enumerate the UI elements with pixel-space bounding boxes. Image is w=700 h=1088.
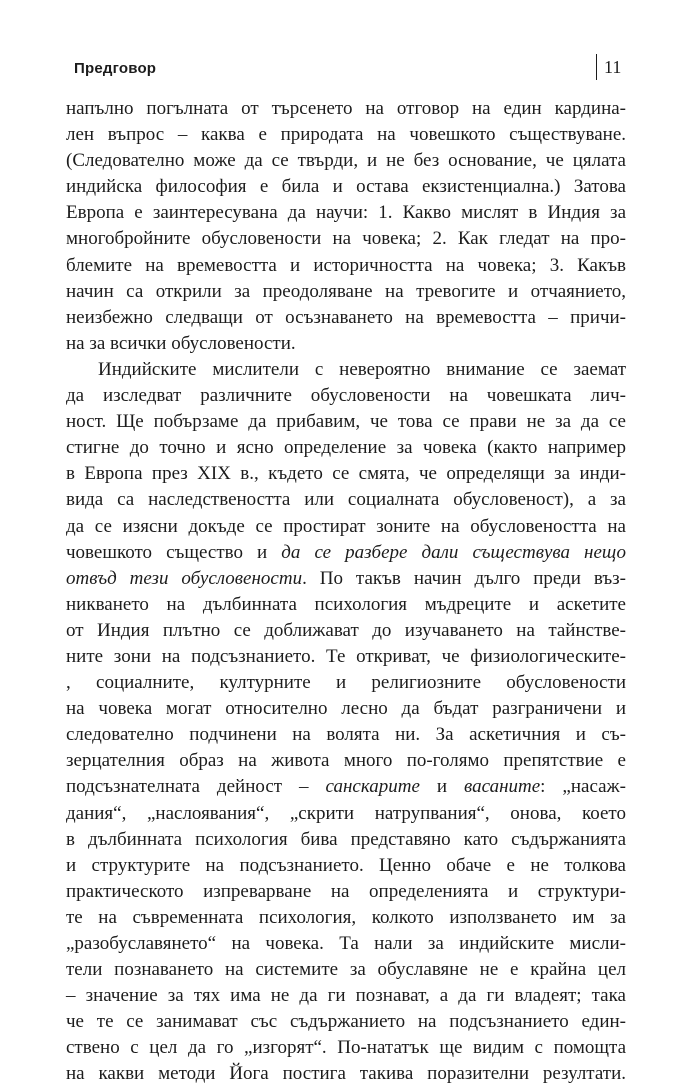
text-line: от Индия плътно се доближават до изучаването на тайнстве- [66,619,626,641]
text-line: – значение за тях има не да ги познават, а да ги владеят; така [66,985,626,1007]
text-line: те на съвременната психология, колкото използването им за [66,906,626,928]
text-line: стигне до точно и ясно определение за човека (както например [66,437,626,459]
header-divider [596,54,597,80]
running-header [74,57,626,86]
text-line [66,540,626,566]
paragraph-1 [66,96,626,357]
body-text [66,96,626,1088]
text-run: подсъзнателната дейност – [66,776,326,798]
text-line: ност. Ще побързаме да прибавим, че това се прави не за да се [66,411,626,433]
text-line: че те се занимават със съдържанието на подсъзнанието един- [66,1011,626,1033]
text-line: на за всички обусловености. [66,332,296,354]
italic-phrase: отвъд тези обусловености [66,567,303,589]
text-line: лен въпрос – каква е природата на човешкото съществуване. [66,124,626,146]
italic-phrase: да се разбере дали съществува нещо [281,541,626,563]
text-run: . По такъв начин дълго преди въз- [302,567,626,589]
text-line: в дълбинната психология бива представяно като съдържанията [66,828,626,850]
text-line: многобройните обусловености на човека; 2. Как гледат на про- [66,228,626,250]
text-line: следователно подчинени на волята ни. За аскетичния и съ- [66,724,626,746]
text-run: и [419,776,465,798]
paragraph-2 [66,357,626,1088]
text-line: да изследват различните обусловености на човешката лич- [66,385,626,407]
italic-term-samskara: санскарите [325,776,420,798]
text-line: тели познаването на системите за обуславяне не е крайна цел [66,959,626,981]
italic-term-vasana: васаните [464,776,541,798]
text-line: на човека могат относително лесно да бъдат разграничени и [66,698,626,720]
text-line: блемите на времевостта и историчността на човека; 3. Какъв [66,254,626,276]
text-line: Европа е заинтересувана да научи: 1. Какво мислят в Индия за [66,202,626,224]
text-line: Индийските мислители с невероятно внимание се заемат [98,358,626,380]
text-line: неизбежно следващи от осъзнаването на времевостта – причи- [66,306,626,328]
text-line: ствено с цел да го „изгорят“. По-нататък ще видим с помощта [66,1037,626,1059]
text-line: напълно погълната от търсенето на отговор на един кардина- [66,98,626,119]
text-line: начин са открили за преодоляване на тревогите и отчаянието, [66,280,626,302]
text-line: никването на дълбинната психология мъдреците и аскетите [66,593,626,615]
text-line [66,566,626,592]
text-line: „разобуславянето“ на човека. Та нали за индийските мисли- [66,933,626,954]
text-line [66,774,626,800]
text-line: и структурите на подсъзнанието. Ценно обаче е не толкова [66,854,626,876]
text-line: , социалните, културните и религиозните обусловености [66,672,626,694]
text-line: зерцателния образ на живота много по-голямо препятствие е [66,750,626,772]
text-line: да се изясни докъде се простират зоните на обусловеността на [66,515,626,537]
text-line: практическото изпреварване на определенията и структури- [66,880,626,902]
page-number: 11 [604,57,622,77]
text-line: вида са наследствеността или социалната обусловеност), а за [66,489,626,511]
chapter-title: Предговор [74,60,157,77]
text-line: (Следователно може да се твърди, и не без основание, че цялата [66,150,626,172]
text-line: в Европа през XIX в., където се смята, че определящи за инди- [66,463,626,485]
text-run: : „насаж- [540,776,626,798]
text-line: индийска философия е била и остава екзистенциална.) Затова [66,176,626,198]
text-line: дания“, „наслоявания“, „скрити натрупвания“, онова, което [66,802,626,824]
text-line: ните зони на подсъзнанието. Те откриват, че физиологическите- [66,645,626,667]
text-run: човешкото същество и [66,541,282,563]
text-line: на какви методи Йога постига такива поразителни резултати. [66,1063,626,1085]
